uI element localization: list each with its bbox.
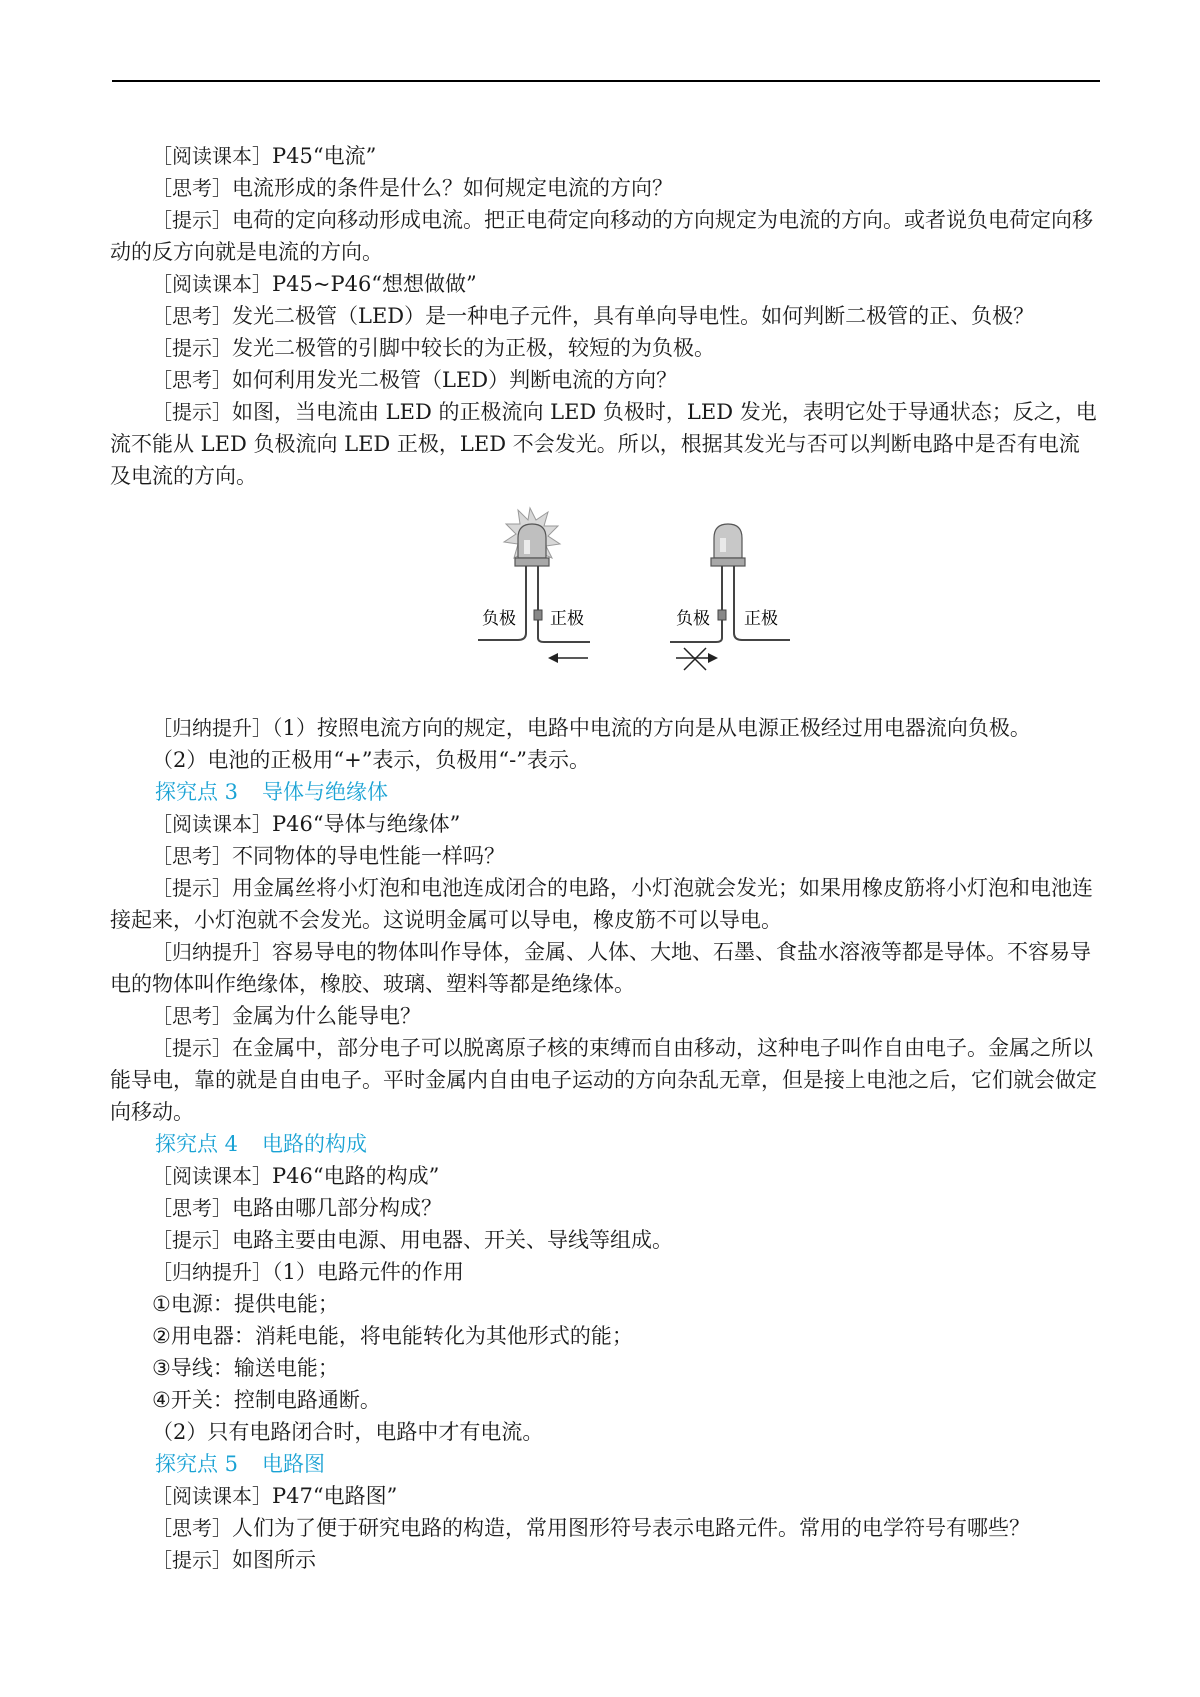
label-hint: ［提示］ [152,336,232,360]
paragraph [110,1256,1100,1288]
paragraph [110,808,1100,840]
led-diagram [470,498,850,698]
section-heading [110,776,1100,808]
label-read: ［阅读课本］ [152,812,272,836]
text: （2）只有电路闭合时，电路中才有电流。 [152,1420,544,1444]
item-text: 电源：提供电能； [170,1292,339,1316]
item-text: 导线：输送电能； [170,1356,339,1380]
text: 电流形成的条件是什么？如何规定电流的方向？ [232,176,673,200]
text: 用金属丝将小灯泡和电池连成闭合的电路，小灯泡就会发光；如果用橡皮筋将小灯泡和电池连接起来，小灯泡就不会发光。这说明金属可以导电，橡皮筋不可以导电。 [110,876,1093,932]
text: 如何利用发光二极管（LED）判断电流的方向？ [232,368,678,392]
section-title: 导体与绝缘体 [262,780,389,804]
label-think: ［思考］ [152,368,232,392]
text: 发光二极管的引脚中较长的为正极，较短的为负极。 [232,336,715,360]
label-hint: ［提示］ [152,1548,232,1572]
item-text: 开关：控制电路通断。 [170,1388,381,1412]
list-item [110,1320,1100,1352]
paragraph [110,364,1100,396]
section-title: 电路的构成 [262,1132,368,1156]
text: （1）按照电流方向的规定，电路中电流的方向是从电源正极经过用电器流向负极。 [272,716,1031,740]
paragraph [110,1480,1100,1512]
label-hint: ［提示］ [152,1036,232,1060]
text: 金属为什么能导电？ [232,1004,421,1028]
blocked-arrow [676,648,718,670]
section-number: 探究点 5 [155,1452,239,1476]
item-marker: ③ [152,1356,171,1380]
text: P47“电路图” [272,1484,398,1508]
paragraph [110,1512,1100,1544]
led-lit-icon [515,524,549,566]
paragraph [110,204,1100,268]
label-read: ［阅读课本］ [152,144,272,168]
text: P45~P46“想想做做” [272,272,477,296]
text: 如图所示 [232,1548,316,1572]
paragraph [110,1160,1100,1192]
text: 发光二极管（LED）是一种电子元件，具有单向导电性。如何判断二极管的正、负极？ [232,304,1035,328]
label-hint: ［提示］ [152,400,232,424]
paragraph [110,172,1100,204]
right-neg-label: 负极 [676,609,710,629]
left-neg-label: 负极 [482,609,516,629]
left-pos-label: 正极 [550,609,584,629]
paragraph [110,140,1100,172]
section-number: 探究点 3 [155,780,239,804]
paragraph [110,1544,1100,1576]
text: P45“电流” [272,144,377,168]
list-item [110,1288,1100,1320]
label-think: ［思考］ [152,176,232,200]
text: 电路由哪几部分构成？ [232,1196,442,1220]
label-think: ［思考］ [152,1004,232,1028]
label-summary: ［归纳提升］ [152,716,272,740]
section-title: 电路图 [262,1452,326,1476]
label-think: ［思考］ [152,1196,232,1220]
label-hint: ［提示］ [152,208,232,232]
paragraph [110,1000,1100,1032]
label-read: ［阅读课本］ [152,1484,272,1508]
item-marker: ④ [152,1388,171,1412]
led-unlit-icon [711,524,745,566]
text: 如图，当电流由 LED 的正极流向 LED 负极时，LED 发光，表明它处于导通状态；反之，电流不能从 LED 负极流向 LED 正极，LED 不会发光。所以，根据其发光与否可以判断电路中是否有电流及电流的方向。 [110,400,1097,488]
paragraph [110,1416,1100,1448]
paragraph [110,712,1100,744]
header-rule [112,80,1100,82]
paragraph [110,396,1100,492]
label-summary: ［归纳提升］ [152,1260,272,1284]
paragraph [110,744,1100,776]
label-think: ［思考］ [152,844,232,868]
paragraph [110,268,1100,300]
paragraph [110,1192,1100,1224]
section-heading [110,1128,1100,1160]
paragraph [110,1224,1100,1256]
item-marker: ① [152,1292,171,1316]
paragraph [110,300,1100,332]
text: P46“电路的构成” [272,1164,440,1188]
label-think: ［思考］ [152,304,232,328]
section-number: 探究点 4 [155,1132,239,1156]
paragraph [110,840,1100,872]
text: P46“导体与绝缘体” [272,812,461,836]
label-read: ［阅读课本］ [152,1164,272,1188]
list-item [110,1384,1100,1416]
list-item [110,1352,1100,1384]
text: （1）电路元件的作用 [272,1260,464,1284]
paragraph [110,872,1100,936]
paragraph [110,1032,1100,1128]
label-think: ［思考］ [152,1516,232,1540]
item-marker: ② [152,1324,171,1348]
label-read: ［阅读课本］ [152,272,272,296]
text: 电路主要由电源、用电器、开关、导线等组成。 [232,1228,673,1252]
text: 不同物体的导电性能一样吗？ [232,844,505,868]
text: （2）电池的正极用“+”表示，负极用“-”表示。 [152,748,590,772]
page-content [110,140,1100,1576]
section-heading [110,1448,1100,1480]
text: 电荷的定向移动形成电流。把正电荷定向移动的方向规定为电流的方向。或者说负电荷定向移动的反方向就是电流的方向。 [110,208,1093,264]
led-figure [110,498,1100,708]
paragraph [110,332,1100,364]
item-text: 用电器：消耗电能，将电能转化为其他形式的能； [170,1324,633,1348]
label-hint: ［提示］ [152,1228,232,1252]
paragraph [110,936,1100,1000]
label-hint: ［提示］ [152,876,232,900]
text: 在金属中，部分电子可以脱离原子核的束缚而自由移动，这种电子叫作自由电子。金属之所以能导电，靠的就是自由电子。平时金属内自由电子运动的方向杂乱无章，但是接上电池之后，它们就会做定向移动。 [110,1036,1097,1124]
text: 容易导电的物体叫作导体，金属、人体、大地、石墨、食盐水溶液等都是导体。不容易导电的物体叫作绝缘体，橡胶、玻璃、塑料等都是绝缘体。 [110,940,1091,996]
label-summary: ［归纳提升］ [152,940,272,964]
right-pos-label: 正极 [744,609,778,629]
text: 人们为了便于研究电路的构造，常用图形符号表示电路元件。常用的电学符号有哪些？ [232,1516,1030,1540]
